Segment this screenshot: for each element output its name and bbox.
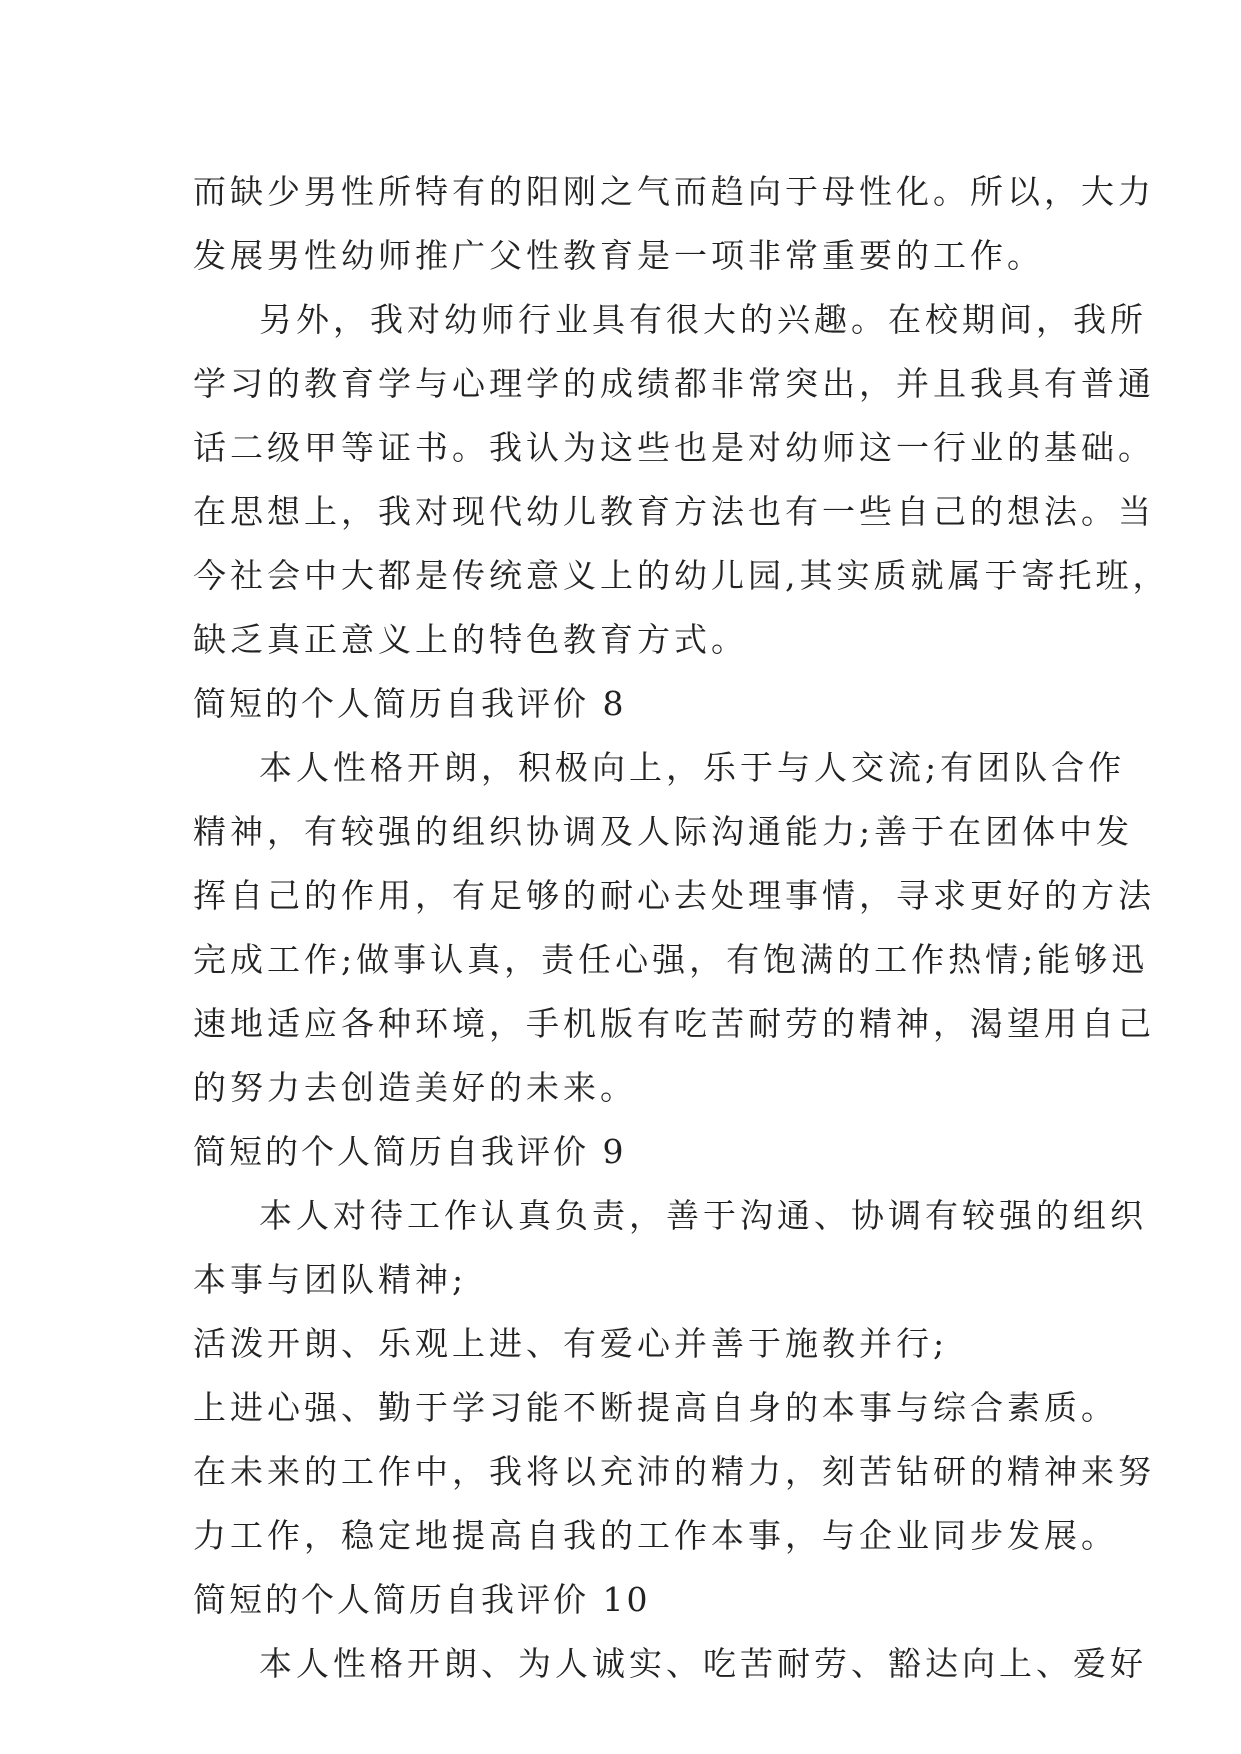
body-line: 完成工作;做事认真，责任心强，有饱满的工作热情;能够迅 <box>193 940 1149 979</box>
body-line: 缺乏真正意义上的特色教育方式。 <box>193 620 748 659</box>
section-heading: 简短的个人简历自我评价 9 <box>193 1132 627 1171</box>
body-line: 在思想上，我对现代幼儿教育方法也有一些自己的想法。当 <box>193 492 1155 531</box>
body-line: 而缺少男性所特有的阳刚之气而趋向于母性化。所以，大力 <box>193 172 1155 211</box>
paragraph-first-line: 本人性格开朗，积极向上，乐于与人交流;有团队合作 <box>259 748 1126 787</box>
body-line: 今社会中大都是传统意义上的幼儿园,其实质就属于寄托班， <box>193 556 1170 595</box>
section-heading: 简短的个人简历自我评价 8 <box>193 684 627 723</box>
body-line: 挥自己的作用，有足够的耐心去处理事情，寻求更好的方法 <box>193 876 1155 915</box>
paragraph-first-line: 另外，我对幼师行业具有很大的兴趣。在校期间，我所 <box>259 300 1147 339</box>
body-line: 的努力去创造美好的未来。 <box>193 1068 637 1107</box>
body-line: 本事与团队精神; <box>193 1260 468 1299</box>
body-line: 学习的教育学与心理学的成绩都非常突出，并且我具有普通 <box>193 364 1155 403</box>
document-body <box>193 160 1170 1696</box>
body-line: 活泼开朗、乐观上进、有爱心并善于施教并行; <box>193 1324 949 1363</box>
paragraph-first-line: 本人性格开朗、为人诚实、吃苦耐劳、豁达向上、爱好 <box>259 1644 1147 1683</box>
body-line: 力工作，稳定地提高自我的工作本事，与企业同步发展。 <box>193 1516 1118 1555</box>
paragraph-first-line: 本人对待工作认真负责，善于沟通、协调有较强的组织 <box>259 1196 1147 1235</box>
body-line: 精神，有较强的组织协调及人际沟通能力;善于在团体中发 <box>193 812 1134 851</box>
body-line: 速地适应各种环境，手机版有吃苦耐劳的精神，渴望用自己 <box>193 1004 1155 1043</box>
body-line: 话二级甲等证书。我认为这些也是对幼师这一行业的基础。 <box>193 428 1155 467</box>
body-line: 发展男性幼师推广父性教育是一项非常重要的工作。 <box>193 236 1044 275</box>
body-line: 在未来的工作中，我将以充沛的精力，刻苦钻研的精神来努 <box>193 1452 1155 1491</box>
body-line: 上进心强、勤于学习能不断提高自身的本事与综合素质。 <box>193 1388 1118 1427</box>
section-heading: 简短的个人简历自我评价 10 <box>193 1580 651 1619</box>
